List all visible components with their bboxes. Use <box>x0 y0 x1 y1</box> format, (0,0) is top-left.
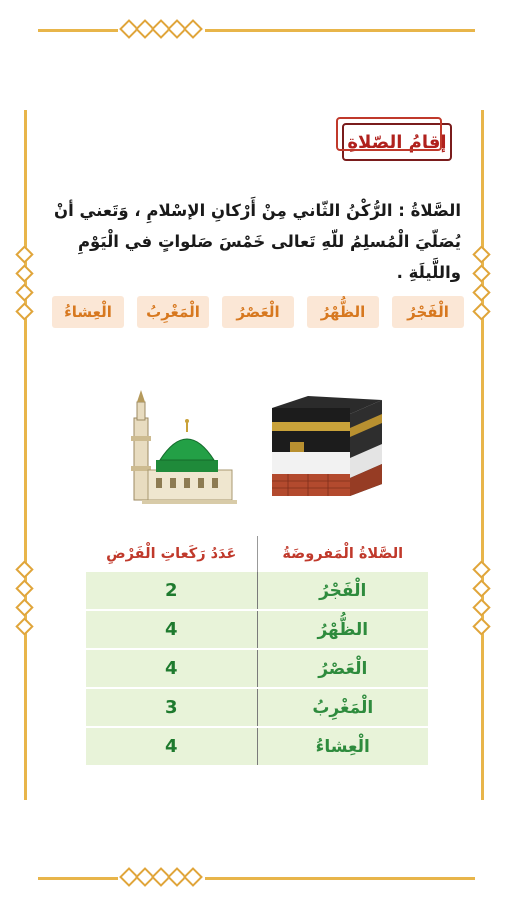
prayer-rakat-table <box>86 536 428 767</box>
prayer-pill: الْعِشاءُ <box>52 296 124 328</box>
table-header <box>86 536 428 572</box>
table-row <box>86 611 428 650</box>
row-rakats: 4 <box>164 619 178 640</box>
prayer-pill: الْمَغْرِبُ <box>137 296 209 328</box>
frame-right-ornament <box>475 245 488 321</box>
row-prayer: الْمَغْرِبُ <box>257 689 429 726</box>
prayer-pill: الْفَجْرُ <box>392 296 464 328</box>
row-prayer: الْفَجْرُ <box>257 572 429 609</box>
row-rakats: 2 <box>164 580 178 601</box>
frame-left-ornament <box>18 245 31 321</box>
row-prayer: الْعِشاءُ <box>257 728 429 765</box>
header-prayer: الصَّلاةُ الْمَفروضَةُ <box>257 536 429 572</box>
table-row <box>86 689 428 728</box>
row-rakats: 3 <box>164 697 178 718</box>
frame-bottom-line-right <box>205 877 475 880</box>
prayer-names-row <box>52 296 464 328</box>
row-rakats: 4 <box>164 658 178 679</box>
prayer-pill: الْعَصْرُ <box>222 296 294 328</box>
table-row <box>86 650 428 689</box>
frame-bottom-ornament <box>122 870 200 884</box>
row-prayer: الظُّهْرُ <box>257 611 429 648</box>
frame-top-line-left <box>38 29 118 32</box>
frame-left-line <box>24 110 27 800</box>
frame-top-line-right <box>205 29 475 32</box>
frame-left-ornament-2 <box>18 560 31 636</box>
row-rakats: 4 <box>164 736 178 757</box>
lesson-title: إقامُ الصّلاةِ <box>347 131 447 153</box>
prayer-pill: الظُّهْرُ <box>307 296 379 328</box>
lesson-definition: الصَّلاةُ : الرُّكْنُ الثّاني مِنْ أَرْكانِ الإسْلامِ ، وَتَعني أنْ يُصَلّيَ الْمُسلِمُ للّهِ تَعالى خَمْسَ صَلواتٍ في الْيَوْمِ واللَّيلَةِ . <box>54 201 461 282</box>
lesson-title-box <box>342 123 452 161</box>
row-prayer: الْعَصْرُ <box>257 650 429 687</box>
prophets-mosque-illustration <box>122 388 237 508</box>
table-row <box>86 572 428 611</box>
frame-right-line <box>481 110 484 800</box>
kaaba-illustration <box>268 392 386 502</box>
frame-bottom-line-left <box>38 877 118 880</box>
frame-right-ornament-2 <box>475 560 488 636</box>
header-rakats: عَدَدُ رَكَعاتِ الْفَرْضِ <box>106 546 237 562</box>
frame-top-ornament <box>122 22 200 36</box>
table-row <box>86 728 428 767</box>
